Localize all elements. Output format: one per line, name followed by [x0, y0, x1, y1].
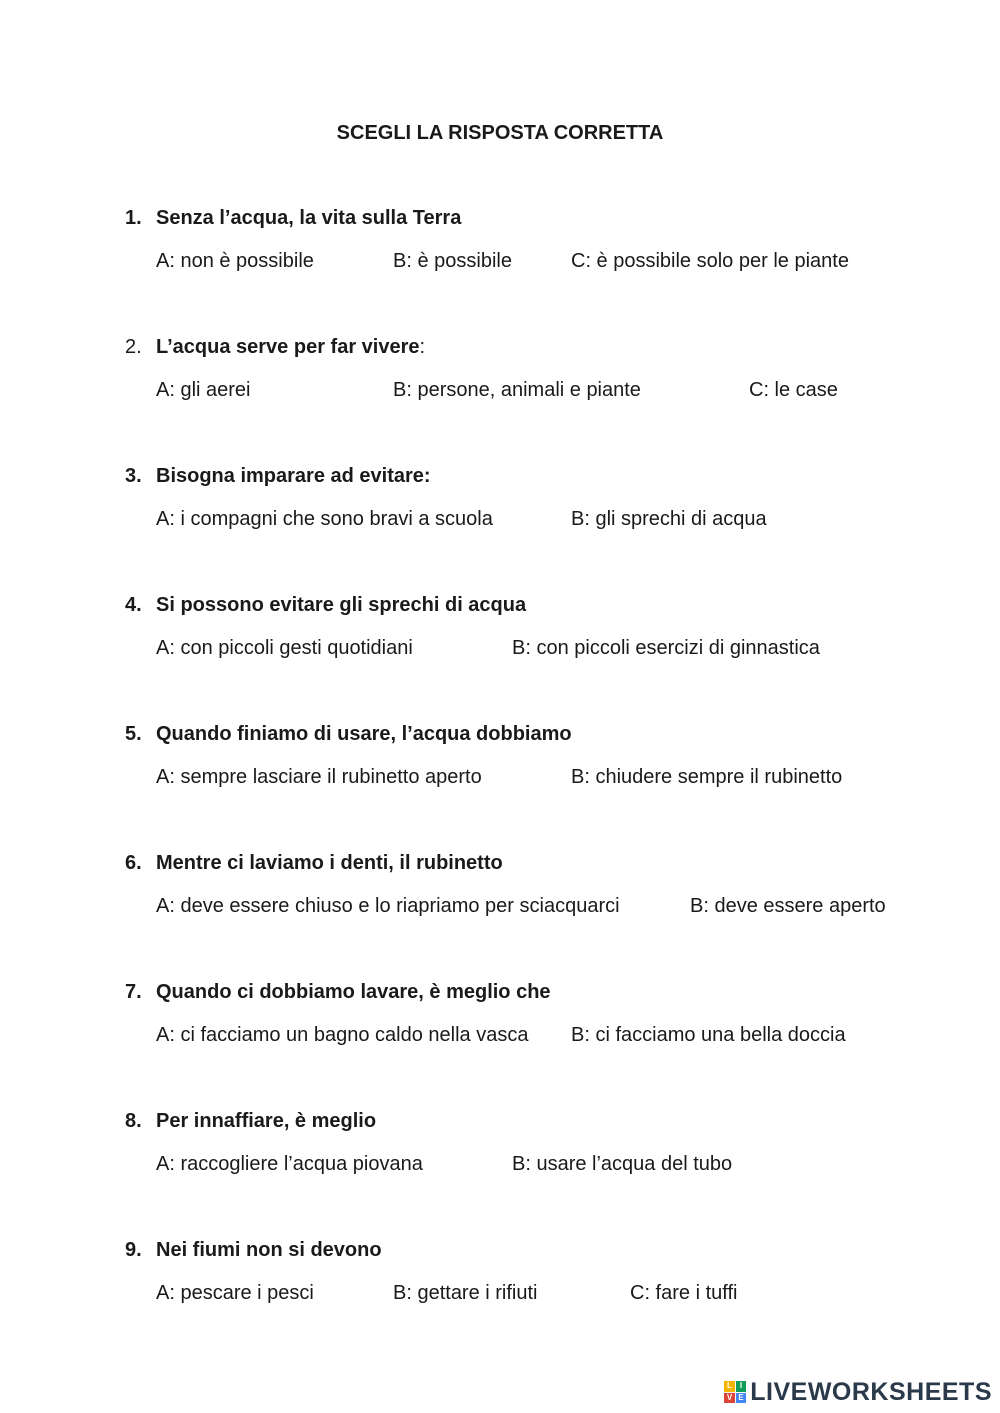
logo-letter: E: [736, 1393, 747, 1404]
question-1: [0, 207, 1000, 297]
question-number: 4.: [125, 594, 142, 616]
page-title: SCEGLI LA RISPOSTA CORRETTA: [336, 122, 664, 144]
question-4: [0, 594, 1000, 684]
logo-letter: L: [724, 1381, 735, 1392]
question-number: 2.: [125, 336, 142, 358]
question-text: Nei fiumi non si devono: [156, 1239, 382, 1261]
question-number: 9.: [125, 1239, 142, 1261]
question-number: 3.: [125, 465, 142, 487]
question-text: Si possono evitare gli sprechi di acqua: [156, 594, 527, 616]
option-a[interactable]: A: pescare i pesci: [156, 1282, 314, 1304]
question-text-wrap: [156, 336, 425, 359]
question-5: [0, 723, 1000, 813]
question-suffix: :: [419, 336, 426, 358]
question-text: Bisogna imparare ad evitare:: [156, 465, 431, 487]
question-text: Quando finiamo di usare, l’acqua dobbiamo: [156, 723, 572, 745]
logo-text: LIVEWORKSHEETS: [750, 1377, 992, 1406]
question-3: [0, 465, 1000, 555]
question-number: 6.: [125, 852, 142, 874]
option-b[interactable]: B: è possibile: [393, 250, 512, 272]
question-text: L’acqua serve per far vivere: [156, 336, 420, 358]
option-b[interactable]: B: con piccoli esercizi di ginnastica: [512, 637, 820, 659]
option-b[interactable]: B: ci facciamo una bella doccia: [571, 1024, 846, 1046]
question-text: Mentre ci laviamo i denti, il rubinetto: [156, 852, 503, 874]
question-7: [0, 981, 1000, 1071]
logo-letter: V: [724, 1393, 735, 1404]
question-6: [0, 852, 1000, 942]
option-b[interactable]: B: deve essere aperto: [690, 895, 886, 917]
question-text: Per innaffiare, è meglio: [156, 1110, 377, 1132]
liveworksheets-icon: [724, 1381, 746, 1403]
option-c[interactable]: C: le case: [749, 379, 838, 401]
option-a[interactable]: A: raccogliere l’acqua piovana: [156, 1153, 423, 1175]
option-b[interactable]: B: chiudere sempre il rubinetto: [571, 766, 843, 788]
question-number: 5.: [125, 723, 142, 745]
question-9: [0, 1239, 1000, 1329]
option-a[interactable]: A: ci facciamo un bagno caldo nella vasca: [156, 1024, 529, 1046]
logo-letter: I: [736, 1381, 747, 1392]
option-b[interactable]: B: gli sprechi di acqua: [571, 508, 767, 530]
question-number: 1.: [125, 207, 142, 229]
option-c[interactable]: C: è possibile solo per le piante: [571, 250, 849, 272]
question-text: Quando ci dobbiamo lavare, è meglio che: [156, 981, 551, 1003]
question-number: 7.: [125, 981, 142, 1003]
option-a[interactable]: A: deve essere chiuso e lo riapriamo per sciacquarci: [156, 895, 620, 917]
question-8: [0, 1110, 1000, 1200]
option-b[interactable]: B: persone, animali e piante: [393, 379, 641, 401]
option-b[interactable]: B: usare l’acqua del tubo: [512, 1153, 733, 1175]
liveworksheets-logo[interactable]: [724, 1379, 992, 1405]
option-a[interactable]: A: non è possibile: [156, 250, 314, 272]
question-text: Senza l’acqua, la vita sulla Terra: [156, 207, 462, 229]
option-a[interactable]: A: gli aerei: [156, 379, 251, 401]
option-b[interactable]: B: gettare i rifiuti: [393, 1282, 538, 1304]
option-c[interactable]: C: fare i tuffi: [630, 1282, 738, 1304]
question-2: [0, 336, 1000, 426]
option-a[interactable]: A: i compagni che sono bravi a scuola: [156, 508, 493, 530]
question-number: 8.: [125, 1110, 142, 1132]
option-a[interactable]: A: sempre lasciare il rubinetto aperto: [156, 766, 482, 788]
option-a[interactable]: A: con piccoli gesti quotidiani: [156, 637, 413, 659]
